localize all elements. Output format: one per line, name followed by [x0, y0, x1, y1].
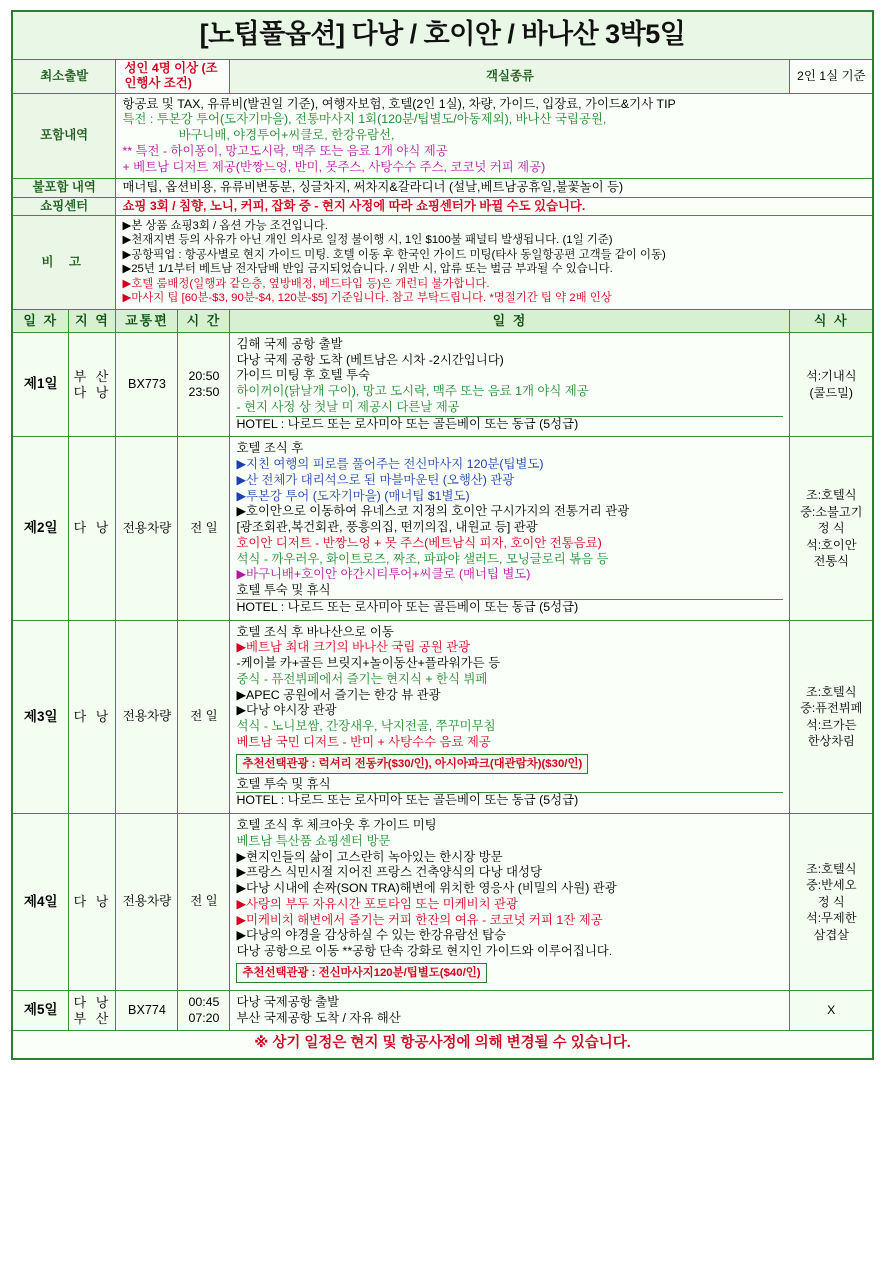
day-transport: 전용차량: [116, 437, 178, 620]
day-label: 제3일: [12, 620, 69, 814]
col-header-transport: 교통편: [116, 309, 178, 332]
include-line-4: [122, 160, 866, 176]
itin-line: 호텔 조식 후 바나산으로 이동: [236, 624, 394, 639]
include-row: [12, 93, 873, 179]
meal-line: 조:호텔식: [806, 684, 857, 699]
itin-line: ▶다낭 시내에 손짜(SON TRA)해변에 위치한 영응사 (비밀의 사원) 관광: [236, 881, 617, 896]
include-line-1: [122, 112, 866, 128]
itin-line: ▶미케비치 해변에서 즐기는 커피 한잔의 여유 - 코코넛 커피 1잔 제공: [236, 912, 603, 927]
meal-line: 정 식: [817, 894, 845, 909]
shopping-value: 쇼핑 3회 / 침향, 노니, 커피, 잡화 중 - 현지 사정에 따라 쇼핑센터가 바뀔 수도 있습니다.: [116, 197, 873, 215]
col-header-meals: 식 사: [790, 309, 873, 332]
meal-line: 조:호텔식: [806, 488, 857, 503]
itin-line: 석식 - 까우러우, 화이트로즈, 짜조, 파파야 샐러드, 모닝글로리 볶음 등: [236, 551, 609, 566]
title-cell: [12, 11, 873, 60]
meal-line: 석:르가든: [806, 717, 857, 732]
table-header-row: [12, 309, 873, 332]
day-transport: BX774: [116, 990, 178, 1031]
day-label: 제1일: [12, 332, 69, 437]
day-area: 다 낭: [69, 437, 116, 620]
remark-line-3: ▶25년 1/1부터 베트남 전자담배 반입 금지되었습니다. / 위반 시, 압류 또는 벌금 부과될 수 있습니다.: [122, 263, 613, 276]
meal-line: 삼겹살: [813, 927, 849, 942]
include-line-3: [122, 144, 866, 160]
col-header-itinerary: 일 정: [230, 309, 790, 332]
day-transport: BX773: [116, 332, 178, 437]
itin-hotel-line: HOTEL : 나로드 또는 로사미아 또는 골든베이 또는 동급 (5성급): [236, 792, 783, 809]
meal-line: 중:소불고기: [800, 504, 863, 519]
shopping-row: [12, 197, 873, 215]
itin-hotel-line: HOTEL : 나로드 또는 로사미아 또는 골든베이 또는 동급 (5성급): [236, 416, 783, 433]
day-area: [69, 332, 116, 437]
day-times: [178, 990, 230, 1031]
itin-line: ▶호이안으로 이동하여 유네스코 지정의 호이안 구시가지의 전통거리 관광: [236, 504, 630, 519]
table-row: [12, 332, 873, 437]
area-line: 부 산: [73, 1010, 112, 1026]
table-row: [12, 814, 873, 991]
itin-line: ▶프랑스 식민시절 지어진 프랑스 건축양식의 다낭 대성당: [236, 865, 542, 880]
day-itinerary: [230, 332, 790, 437]
remark-line-2: ▶공항픽업 : 항공사별로 현지 가이드 미팅. 호텔 이동 후 한국인 가이드 미팅(타사 동일항공편 고객들 같이 이동): [122, 248, 666, 261]
itin-line: 부산 국제공항 도착 / 자유 해산: [236, 1010, 401, 1025]
remark-label: 비 고: [12, 215, 116, 309]
time-line: 20:50: [188, 369, 220, 384]
itin-line: ▶베트남 최대 크기의 바나산 국립 공원 관광: [236, 640, 471, 655]
day-label: 제2일: [12, 437, 69, 620]
remark-line-1: ▶천재지변 등의 사유가 아닌 개인 의사로 일정 불이행 시, 1인 $100불 패널티 발생됩니다. (1일 기준): [122, 234, 613, 247]
day-label: 제4일: [12, 814, 69, 991]
meal-line: (콜드밀): [809, 385, 853, 400]
optional-tour-box: 추천선택관광 : 전신마사지120분/팁별도($40/인): [236, 963, 486, 983]
itin-line: ▶다낭 야시장 관광: [236, 703, 337, 718]
min-depart-value: 성인 4명 이상 (조인행사 조건): [116, 60, 230, 94]
day-itinerary: [230, 990, 790, 1031]
itin-line: ▶지친 여행의 피로를 풀어주는 전신마사지 120분(팁별도): [236, 457, 544, 472]
include-line-3-text: ** 특전 - 하이퐁이, 망고도시락, 맥주 또는 음료 1개 야식 제공: [122, 143, 448, 158]
itin-line: ▶현지인들의 삶이 고스란히 녹아있는 한시장 방문: [236, 849, 503, 864]
min-depart-label: 최소출발: [12, 60, 116, 94]
day-meals: [790, 332, 873, 437]
itin-line: 호텔 조식 후: [236, 441, 304, 456]
include-content: [116, 93, 873, 179]
include-line-0: [122, 97, 866, 113]
itin-line: 베트남 국민 디저트 - 반미 + 사탕수수 음료 제공: [236, 734, 491, 749]
day-area: [69, 990, 116, 1031]
day-itinerary: [230, 620, 790, 814]
footer-row: [12, 1031, 873, 1059]
exclude-value: 매너팁, 옵션비용, 유류비변동분, 싱글차지, 써차지&갈라디너 (설날,베트남공휴일,불꽃놀이 등): [116, 179, 873, 197]
itin-line: 다낭 국제 공항 도착 (베트남은 시차 -2시간입니다): [236, 352, 504, 367]
remark-row: [12, 215, 873, 309]
itin-line: ▶투본강 투어 (도자기마을) (매너팁 $1별도): [236, 488, 470, 503]
itin-line: 다낭 공항으로 이동 **공항 단속 강화로 현지인 가이드와 이루어집니다.: [236, 944, 613, 959]
page-title: [노팁풀옵션] 다낭 / 호이안 / 바나산 3박5일: [199, 19, 686, 49]
day-area: 다 낭: [69, 814, 116, 991]
itin-line: 호텔 조식 후 체크아웃 후 가이드 미팅: [236, 818, 437, 833]
shopping-label: 쇼핑센터: [12, 197, 116, 215]
day-meals: [790, 814, 873, 991]
col-header-time: 시 간: [178, 309, 230, 332]
exclude-label: 불포함 내역: [12, 179, 116, 197]
room-type-value: 2인 1실 기준: [790, 60, 873, 94]
itin-line: - 현지 사정 상 첫날 미 제공시 다른날 제공: [236, 399, 460, 414]
day-itinerary: [230, 437, 790, 620]
remark-line-4: ▶호텔 룸배정(일행과 같은층, 옆방배정, 베드타입 등)은 개런티 불가합니다.: [122, 277, 490, 290]
itin-line: 호텔 투숙 및 휴식: [236, 583, 331, 598]
itin-line: -케이블 카+골든 브릿지+놀이동산+플라워가든 등: [236, 656, 501, 671]
time-line: 00:45: [188, 995, 220, 1010]
meal-line: 중:반세오: [806, 878, 857, 893]
table-row: [12, 620, 873, 814]
area-line: 다 낭: [73, 994, 112, 1010]
col-header-area: 지 역: [69, 309, 116, 332]
meal-line: 석:무제한: [806, 911, 857, 926]
include-line-2: [122, 128, 866, 144]
time-line: 07:20: [188, 1010, 220, 1025]
itin-line: 다낭 국제공항 출발: [236, 994, 340, 1009]
optional-tour-box-wrap: [236, 960, 783, 986]
area-line: 부 산: [73, 368, 112, 384]
meal-line: 전통식: [813, 554, 849, 569]
day-label: 제5일: [12, 990, 69, 1031]
itin-line: 베트남 특산품 쇼핑센터 방문: [236, 833, 391, 848]
itin-line: ▶APEC 공원에서 즐기는 한강 뷰 관광: [236, 687, 441, 702]
remark-content: [116, 215, 873, 309]
depart-room-row: [12, 60, 873, 94]
room-type-label: 객실종류: [230, 60, 790, 94]
day-times: 전 일: [178, 437, 230, 620]
table-row: [12, 990, 873, 1031]
day-meals: [790, 437, 873, 620]
meal-line: 조:호텔식: [806, 861, 857, 876]
meal-line: 중:퓨전뷔페: [800, 701, 863, 716]
day-itinerary: [230, 814, 790, 991]
itinerary-document: [11, 10, 874, 1060]
itin-line: ▶다낭의 야경을 감상하실 수 있는 한강유람선 탑승: [236, 928, 507, 943]
day-transport: 전용차량: [116, 814, 178, 991]
optional-tour-box-wrap: [236, 751, 783, 777]
document-page: [0, 10, 885, 1273]
day-area: 다 낭: [69, 620, 116, 814]
include-line-4-text: + 베트남 디저트 제공(반짱느엉, 반미, 못주스, 사탕수수 주스, 코코넛 커피 제공): [122, 159, 546, 174]
itin-line: 중식 - 퓨전뷔페에서 즐기는 현지식 + 한식 뷔페: [236, 671, 488, 686]
meal-line: 정 식: [817, 521, 845, 536]
time-line: 23:50: [188, 384, 220, 399]
meal-line: 석:기내식: [806, 369, 857, 384]
include-label: 포함내역: [12, 93, 116, 179]
optional-tour-box: 추천선택관광 : 럭셔리 전동카($30/인), 아시아파크(대관람차)($30/인): [236, 754, 588, 774]
itin-line: [광조회관,복건회관, 풍흥의집, 떤끼의집, 내원교 등] 관광: [236, 520, 538, 535]
footer-note: ※ 상기 일정은 현지 및 항공사정에 의해 변경될 수 있습니다.: [12, 1031, 873, 1059]
itin-line: ▶산 전체가 대리석으로 된 마블마운틴 (오행산) 관광: [236, 472, 515, 487]
day-times: [178, 332, 230, 437]
itin-line: 하이꺼이(닭날개 구이), 망고 도시락, 맥주 또는 음료 1개 야식 제공: [236, 384, 589, 399]
table-row: [12, 437, 873, 620]
day-times: 전 일: [178, 620, 230, 814]
col-header-date: 일 자: [12, 309, 69, 332]
day-meals: [790, 620, 873, 814]
area-line: 다 낭: [73, 384, 112, 400]
remark-line-5: ▶마사지 팁 [60분-$3, 90분-$4, 120분-$5] 기준입니다. 참고 부탁드립니다. *명절기간 팁 약 2배 인상: [122, 292, 612, 305]
day-meals: X: [790, 990, 873, 1031]
remark-line-0: ▶본 상품 쇼핑3회 / 옵션 가능 조건입니다.: [122, 219, 328, 232]
itin-line: ▶사랑의 부두 자유시간 포토타임 또는 미케비치 관광: [236, 896, 518, 911]
itin-line: 김해 국제 공항 출발: [236, 336, 343, 351]
meal-line: 석:호이안: [806, 537, 857, 552]
include-line-2-text: 바구니배, 야경투어+씨클로, 한강유람선,: [178, 128, 395, 143]
itin-line: 석식 - 노니보쌈, 간장새우, 낙지전골, 쭈꾸미무침: [236, 719, 496, 734]
exclude-row: [12, 179, 873, 197]
itin-line: 가이드 미팅 후 호텔 투숙: [236, 368, 370, 383]
itin-line: ▶바구니배+호이안 야간시티투어+씨클로 (매너팁 별도): [236, 567, 531, 582]
title-row: [12, 11, 873, 60]
itin-hotel-line: HOTEL : 나로드 또는 로사미아 또는 골든베이 또는 동급 (5성급): [236, 599, 783, 616]
day-transport: 전용차량: [116, 620, 178, 814]
include-line-0-text: 항공료 및 TAX, 유류비(발권일 기준), 여행자보험, 호텔(2인 1실), 차량, 가이드, 입장료, 가이드&기사 TIP: [122, 96, 676, 111]
itin-line: 호이안 디저트 - 반짱느엉 + 못 주스(베트남식 피자, 호이안 전통음료): [236, 535, 602, 550]
include-line-1-text: 특전 : 투본강 투어(도자기마을), 전통마사지 1회(120분/팁별도/아동제외), 바나산 국립공원,: [122, 112, 607, 127]
day-times: 전 일: [178, 814, 230, 991]
meal-line: 한상차림: [807, 734, 855, 749]
itin-line: 호텔 투숙 및 휴식: [236, 776, 331, 791]
